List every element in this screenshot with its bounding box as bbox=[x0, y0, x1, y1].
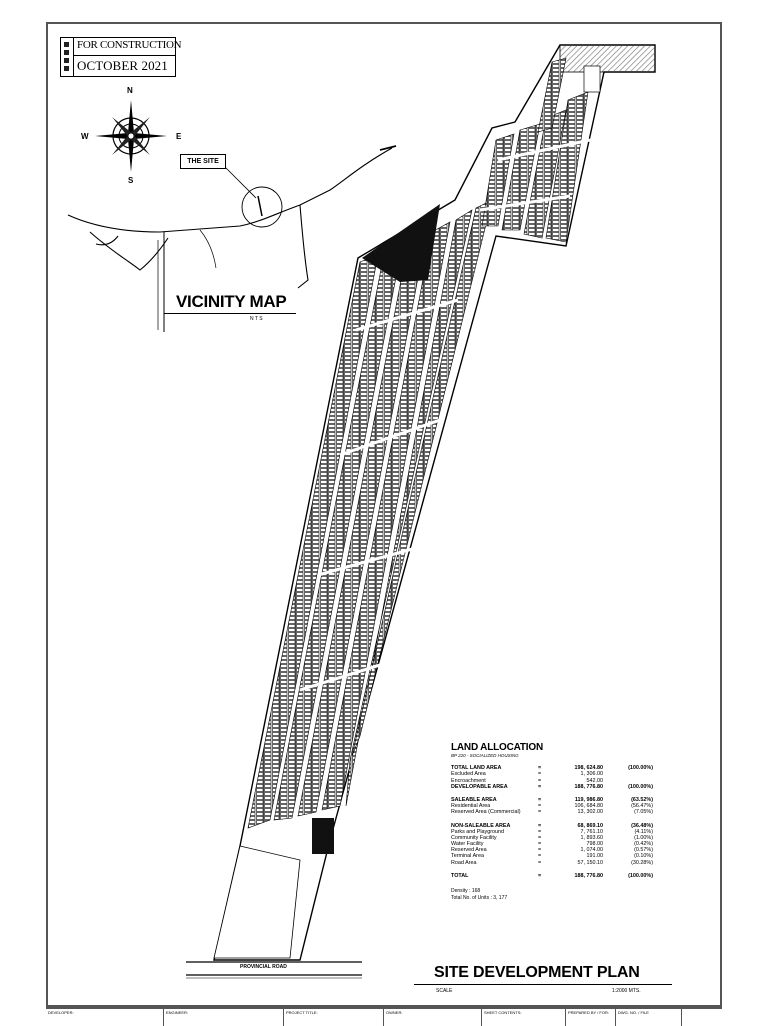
land-allocation-eq: = bbox=[538, 822, 542, 829]
title-block-cell: PROJECT TITLE: bbox=[284, 1009, 384, 1026]
land-allocation-value: 13, 302.00 bbox=[577, 809, 603, 816]
land-allocation-eq: = bbox=[538, 859, 542, 866]
land-allocation-eq: = bbox=[538, 809, 542, 816]
title-block bbox=[46, 1007, 722, 1024]
total-units-note: Total No. of Units : 3, 177 bbox=[451, 894, 508, 901]
land-allocation-label: Reserved Area (Commercial) bbox=[451, 809, 521, 816]
land-allocation-pct: (7.05%) bbox=[634, 809, 653, 816]
land-allocation-value: 542.00 bbox=[586, 777, 603, 784]
existing-structure-hatch bbox=[560, 45, 655, 72]
land-allocation-eq: = bbox=[538, 853, 542, 860]
land-allocation-label: Parks and Playground bbox=[451, 828, 505, 835]
land-allocation-eq: = bbox=[538, 796, 542, 803]
land-allocation-row bbox=[451, 784, 661, 790]
land-allocation-pct: (36.48%) bbox=[631, 822, 653, 829]
title-block-cell: DEVELOPER: bbox=[46, 1009, 164, 1026]
land-allocation-label: Road Area bbox=[451, 859, 477, 866]
land-allocation-eq: = bbox=[538, 872, 542, 879]
land-allocation-eq: = bbox=[538, 803, 542, 810]
land-allocation-eq: = bbox=[538, 777, 542, 784]
compass-east-label: E bbox=[176, 132, 182, 141]
land-allocation-value: 57, 150.10 bbox=[577, 859, 603, 866]
reserved-area bbox=[214, 846, 300, 958]
land-allocation-value: 798.00 bbox=[586, 841, 603, 848]
land-allocation-pct: (63.52%) bbox=[631, 796, 653, 803]
land-allocation-pct: (100.00%) bbox=[628, 783, 653, 790]
lot-blocks bbox=[248, 58, 588, 828]
land-allocation-row bbox=[451, 860, 661, 866]
land-allocation-value: 1, 893.60 bbox=[580, 834, 603, 841]
land-allocation-table bbox=[451, 742, 661, 901]
land-allocation-eq: = bbox=[538, 783, 542, 790]
land-allocation-eq: = bbox=[538, 828, 542, 835]
land-allocation-label: Encroachment bbox=[451, 777, 486, 784]
land-allocation-label: Community Facility bbox=[451, 834, 497, 841]
plan-title: SITE DEVELOPMENT PLAN bbox=[434, 964, 640, 981]
land-allocation-pct: (0.42%) bbox=[634, 841, 653, 848]
land-allocation-label: Residential Area bbox=[451, 803, 491, 810]
title-block-cell: SHEET CONTENTS: bbox=[482, 1009, 566, 1026]
title-block-cell: DWG. NO. / FILE bbox=[616, 1009, 682, 1026]
title-block-cell: PREPARED BY / FOR: bbox=[566, 1009, 616, 1026]
land-allocation-pct: (56.47%) bbox=[631, 803, 653, 810]
title-block-cell: ENGINEER: bbox=[164, 1009, 284, 1026]
land-allocation-value: 191.00 bbox=[586, 853, 603, 860]
land-allocation-eq: = bbox=[538, 771, 542, 778]
plan-scale-value: 1:2000 MTS. bbox=[612, 988, 641, 994]
site-label: THE SITE bbox=[180, 154, 226, 169]
land-allocation-value: 106, 684.80 bbox=[574, 803, 603, 810]
land-allocation-row bbox=[451, 809, 661, 815]
land-allocation-label: Excluded Area bbox=[451, 771, 486, 778]
land-allocation-eq: = bbox=[538, 841, 542, 848]
compass-north-label: N bbox=[127, 86, 133, 95]
vicinity-map-title: VICINITY MAP bbox=[176, 292, 287, 311]
land-allocation-value: 188, 776.80 bbox=[574, 872, 603, 879]
stamp-date: OCTOBER 2021 bbox=[77, 58, 168, 73]
land-allocation-label: TOTAL LAND AREA bbox=[451, 765, 502, 772]
land-allocation-value: 198, 624.80 bbox=[574, 765, 603, 772]
facility-block bbox=[312, 818, 334, 854]
land-allocation-pct: (30.28%) bbox=[631, 859, 653, 866]
land-allocation-row bbox=[451, 873, 661, 879]
road-label: PROVINCIAL ROAD bbox=[240, 964, 287, 970]
land-allocation-value: 119, 986.80 bbox=[574, 796, 603, 803]
land-allocation-label: DEVELOPABLE AREA bbox=[451, 783, 508, 790]
land-allocation-pct: (100.00%) bbox=[628, 872, 653, 879]
land-allocation-pct: (1.00%) bbox=[634, 834, 653, 841]
land-allocation-eq: = bbox=[538, 834, 542, 841]
density-note: Density : 168 bbox=[451, 888, 481, 895]
land-allocation-pct: (0.57%) bbox=[634, 847, 653, 854]
land-allocation-eq: = bbox=[538, 847, 542, 854]
title-block-cell: OWNER: bbox=[384, 1009, 482, 1026]
land-allocation-groups bbox=[451, 765, 661, 879]
land-allocation-label: NON-SALEABLE AREA bbox=[451, 822, 511, 829]
land-allocation-value: 1, 074.00 bbox=[580, 847, 603, 854]
land-allocation-label: SALEABLE AREA bbox=[451, 796, 497, 803]
vicinity-map-scale: N T S bbox=[250, 316, 263, 322]
land-allocation-pct: (4.11%) bbox=[634, 828, 653, 835]
land-allocation-label: Reserved Area bbox=[451, 847, 487, 854]
land-allocation-pct: (0.10%) bbox=[634, 853, 653, 860]
compass-south-label: S bbox=[128, 176, 134, 185]
land-allocation-value: 1, 306.00 bbox=[580, 771, 603, 778]
land-allocation-label: TOTAL bbox=[451, 872, 469, 879]
land-allocation-eq: = bbox=[538, 765, 542, 772]
land-allocation-label: Water Facility bbox=[451, 841, 484, 848]
compass-rose-icon bbox=[95, 100, 167, 172]
stamp-status: FOR CONSTRUCTION bbox=[77, 39, 182, 51]
compass-west-label: W bbox=[81, 132, 89, 141]
land-allocation-value: 188, 776.80 bbox=[574, 783, 603, 790]
plan-scale-label: SCALE bbox=[436, 988, 453, 994]
land-allocation-value: 7, 761.10 bbox=[580, 828, 603, 835]
land-allocation-value: 68, 869.10 bbox=[577, 822, 603, 829]
land-allocation-pct: (100.00%) bbox=[628, 765, 653, 772]
land-allocation-subtitle: BP 220 - SOCIALIZED HOUSING bbox=[451, 753, 519, 758]
land-allocation-label: Terminal Area bbox=[451, 853, 484, 860]
land-allocation-title: LAND ALLOCATION bbox=[451, 742, 543, 753]
